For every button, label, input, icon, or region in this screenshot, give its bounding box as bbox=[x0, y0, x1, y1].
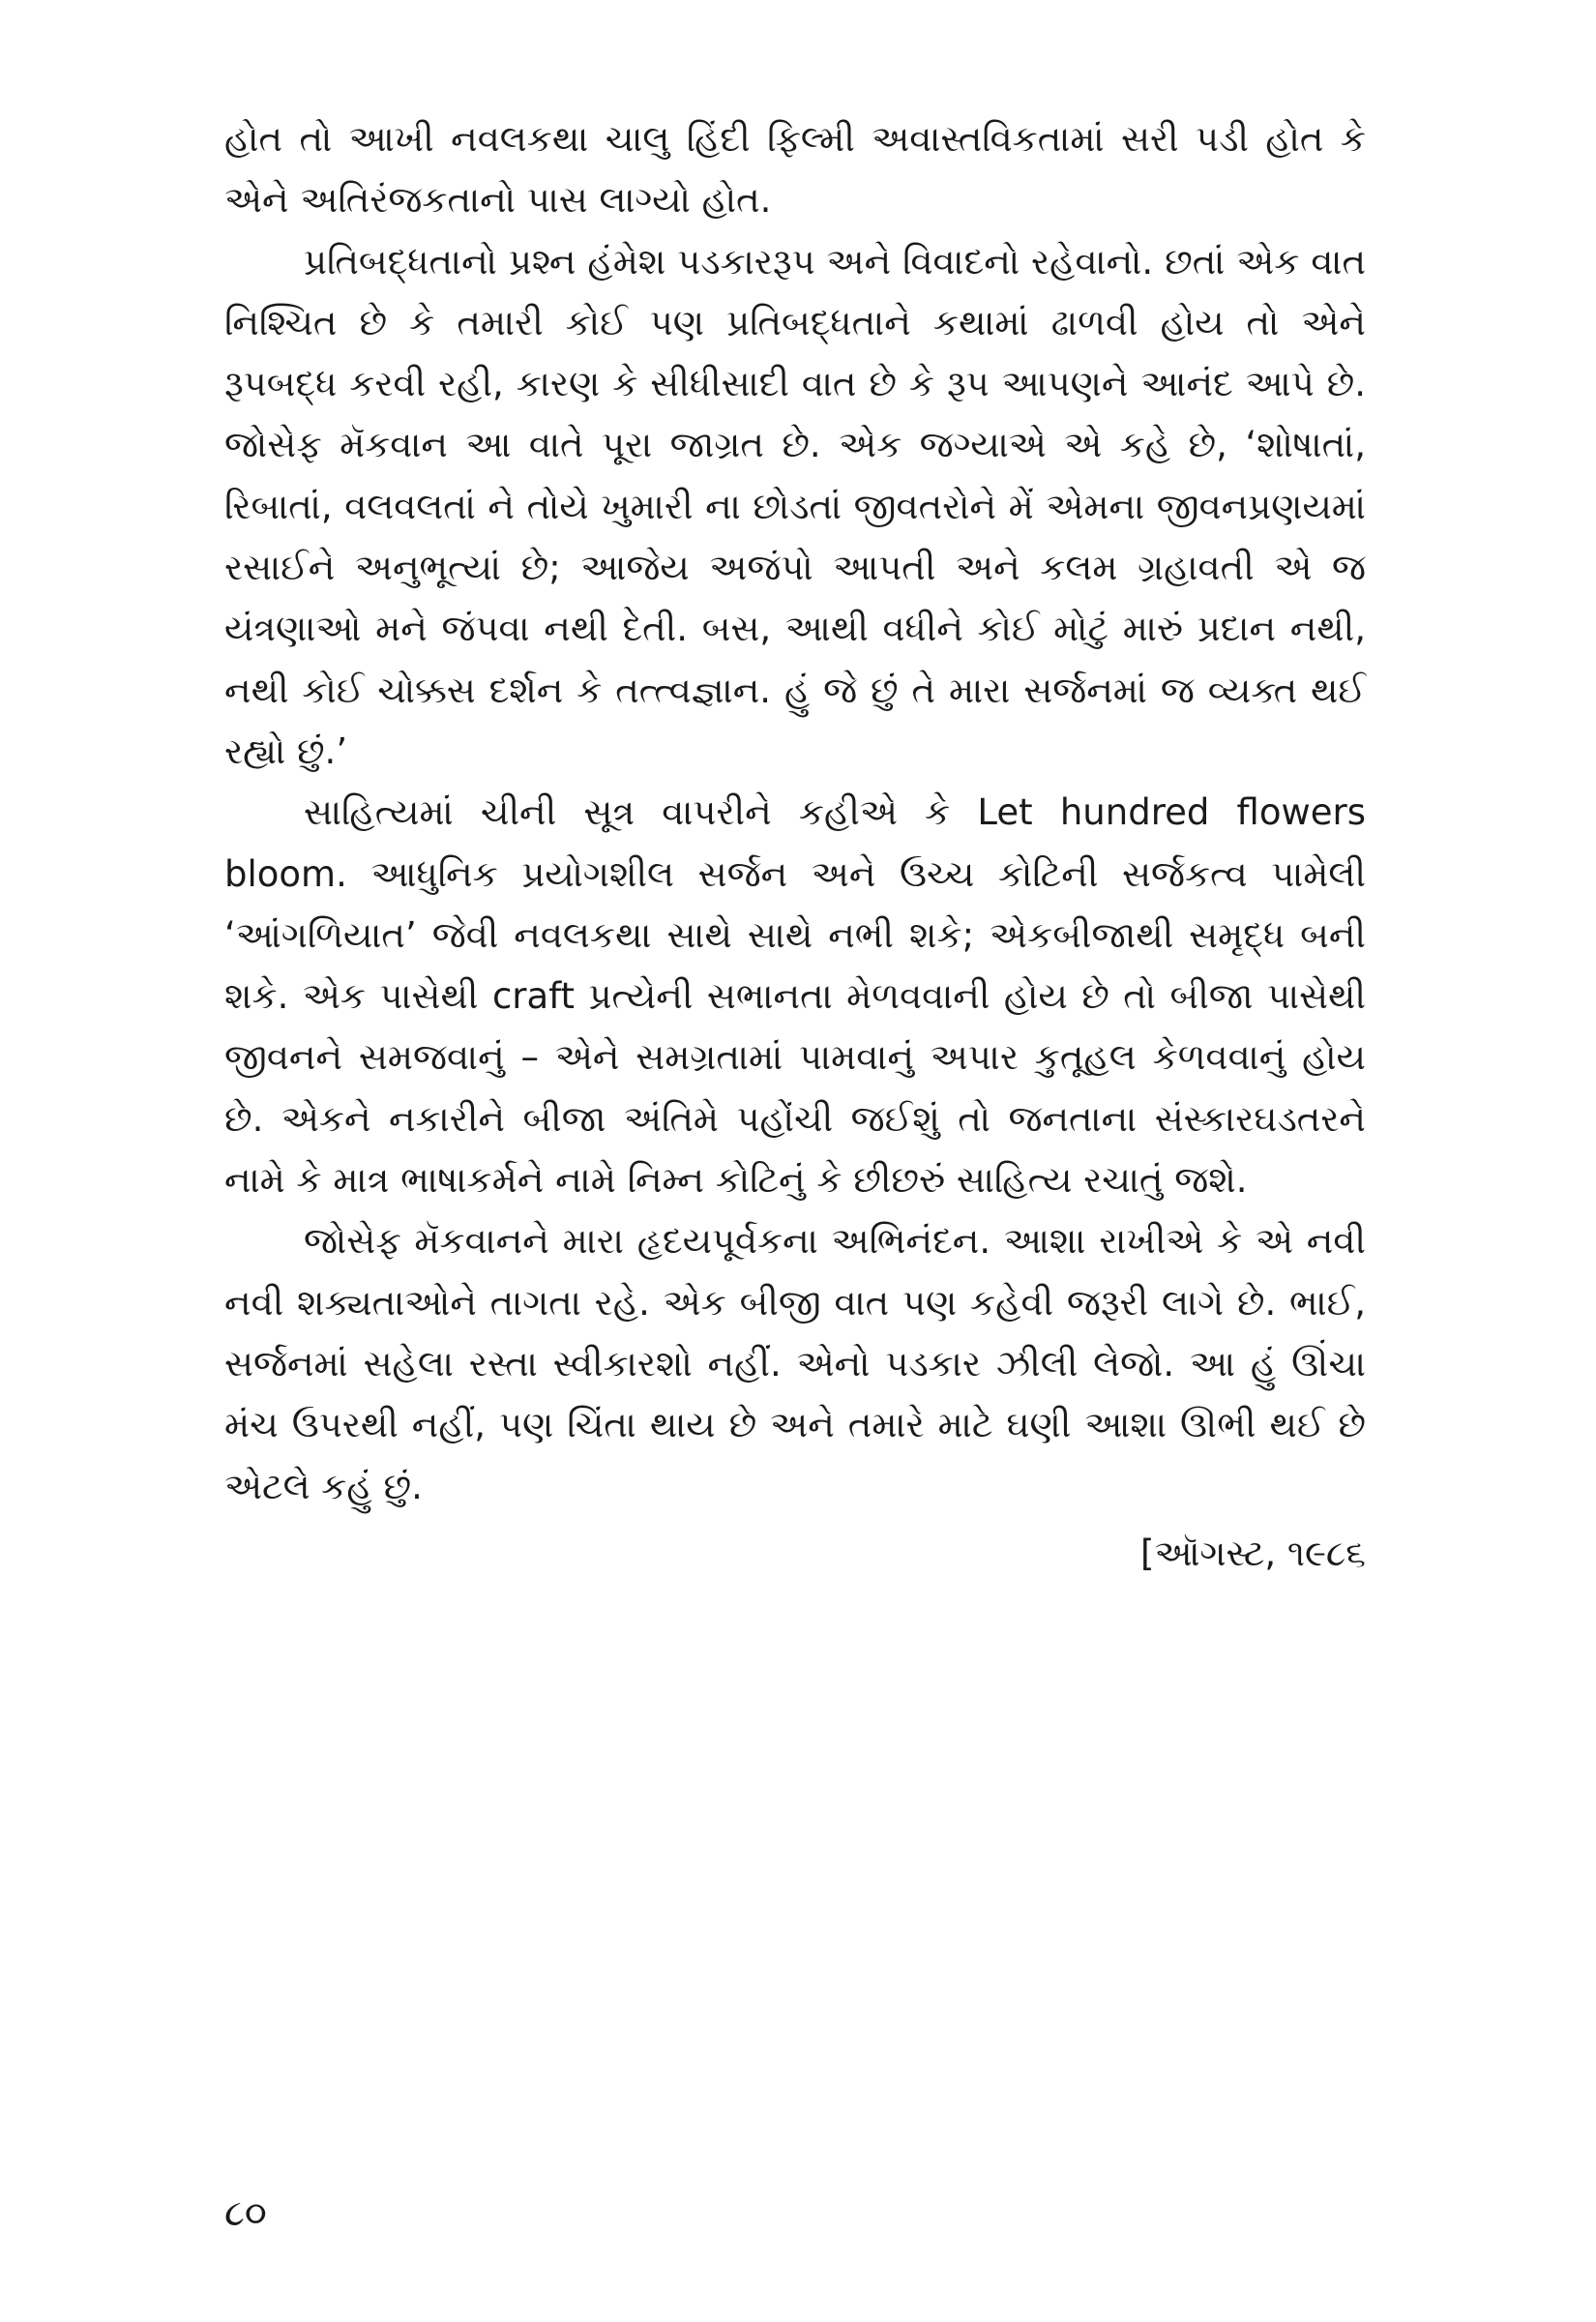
paragraph-hundred-flowers: સાહિત્યમાં ચીની સૂત્ર વાપરીને કહીએ કે Let hundred flowers bloom. આધુનિક પ્રયોગશીલ સર્જન અને ઉચ્ચ કોટિની સર્જકત્વ પામેલી ‘આંગળિયાત’ જેવી નવલકથા સાથે સાથે નભી શકે; એકબીજાથી સમૃદ્ધ બની શકે. એક પાસેથી craft પ્રત્યેની સભાનતા મેળવવાની હોય છે તો બીજા પાસેથી જીવનને સમજવાનું – એને સમગ્રતામાં પામવાનું અપાર કુતૂહલ કેળવવાનું હોય છે. એકને નકારીને બીજા અંતિમે પહોંચી જઈશું તો જનતાના સંસ્કારઘડતરને નામે કે માત્ર ભાષાકર્મને નામે નિમ્ન કોટિનું કે છીછરું સાહિત્ય રચાતું જશે. bbox=[224, 791, 1366, 1202]
body-text bbox=[224, 108, 1366, 1584]
paragraph-commitment: પ્રતિબદ્ધતાનો પ્રશ્ન હંમેશ પડકારરૂપ અને વિવાદનો રહેવાનો. છતાં એક વાત નિશ્ચિત છે કે તમારી કોઈ પણ પ્રતિબદ્ધતાને કથામાં ઢાળવી હોય તો એને રૂપબદ્ધ કરવી રહી, કારણ કે સીધીસાદી વાત છે કે રૂપ આપણને આનંદ આપે છે. જોસેફ મૅકવાન આ વાતે પૂરા જાગ્રત છે. એક જગ્યાએ એ કહે છે, ‘શોષાતાં, રિબાતાં, વલવલતાં ને તોયે ખુમારી ના છોડતાં જીવતરોને મેં એમના જીવનપ્રણયમાં રસાઈને અનુભૂત્યાં છે; આજેય અજંપો આપતી અને કલમ ગ્રહાવતી એ જ યંત્રણાઓ મને જંપવા નથી દેતી. બસ, આથી વધીને કોઈ મોટું મારું પ્રદાન નથી, નથી કોઈ ચોક્કસ દર્શન કે તત્ત્વજ્ઞાન. હું જે છું તે મારા સર્જનમાં જ વ્યક્ત થઈ રહ્યો છું.’ bbox=[224, 240, 1366, 772]
paragraph-continuation: હોત તો આખી નવલકથા ચાલુ હિંદી ફિલ્મી અવાસ્તવિકતામાં સરી પડી હોત કે એને અતિરંજકતાનો પાસ લાગ્યો હોત. bbox=[224, 118, 1366, 222]
date-line: [ઑગસ્ટ, ૧૯૮૬ bbox=[1140, 1532, 1366, 1574]
paragraph-congratulations: જોસેફ મૅકવાનને મારા હૃદયપૂર્વકના અભિનંદન. આશા રાખીએ કે એ નવી નવી શક્યતાઓને તાગતા રહે. એક બીજી વાત પણ કહેવી જરૂરી લાગે છે. ભાઈ, સર્જનમાં સહેલા રસ્તા સ્વીકારશો નહીં. એનો પડકાર ઝીલી લેજો. આ હું ઊંચા મંચ ઉપરથી નહીં, પણ ચિંતા થાય છે અને તમારે માટે ઘણી આશા ઊભી થઈ છે એટલે કહું છું. bbox=[224, 1220, 1366, 1507]
page-number: ૮૦ bbox=[224, 2191, 267, 2234]
